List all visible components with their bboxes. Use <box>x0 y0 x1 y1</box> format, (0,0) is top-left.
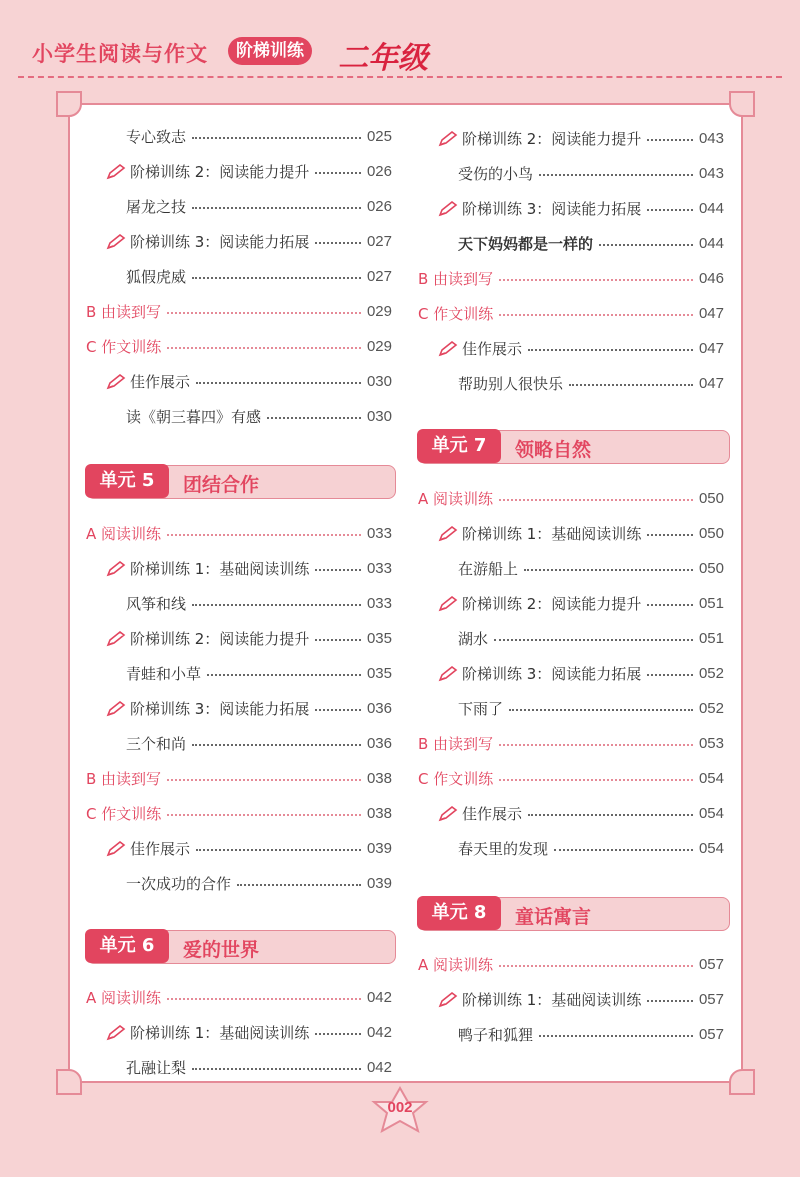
toc-entry <box>438 333 724 363</box>
leader-dots <box>647 534 693 536</box>
frame-corner <box>56 91 82 117</box>
entry-label: 下雨了 <box>458 699 504 718</box>
entry-page: 044 <box>698 234 724 252</box>
unit-number: 单元 6 <box>85 929 169 963</box>
entry-label: 天下妈妈都是一样的 <box>458 234 594 253</box>
unit-heading <box>86 465 396 499</box>
entry-page: 033 <box>366 524 392 542</box>
entry-page: 044 <box>698 199 724 217</box>
entry-label: B 由读到写 <box>86 769 162 788</box>
toc-entry <box>438 798 724 828</box>
toc-entry <box>126 1052 392 1082</box>
toc-entry <box>458 833 724 863</box>
entry-label: A 阅读训练 <box>418 955 494 974</box>
entry-label: 阶梯训练 1：基础阅读训练 <box>130 1023 310 1042</box>
entry-label: 阶梯训练 1：基础阅读训练 <box>462 524 642 543</box>
entry-page: 050 <box>698 489 724 507</box>
toc-entry <box>126 588 392 618</box>
entry-label: 佳作展示 <box>462 339 523 358</box>
entry-page: 053 <box>698 734 724 752</box>
unit-title: 领略自然 <box>515 439 592 461</box>
toc-entry <box>418 298 724 328</box>
entry-page: 047 <box>698 304 724 322</box>
entry-label: 狐假虎威 <box>126 267 187 286</box>
grade-title: 二年级 <box>338 41 428 76</box>
entry-page: 043 <box>698 129 724 147</box>
entry-label: 青蛙和小草 <box>126 664 202 683</box>
toc-entry <box>106 1017 392 1047</box>
entry-label: 阶梯训练 3：阅读能力拓展 <box>462 664 642 683</box>
leader-dots <box>539 1035 693 1037</box>
entry-page: 052 <box>698 664 724 682</box>
page-header <box>0 0 800 80</box>
unit-title: 团结合作 <box>183 474 260 496</box>
pencil-icon <box>438 199 462 218</box>
entry-label: 孔融让梨 <box>126 1058 187 1077</box>
entry-label: A 阅读训练 <box>418 489 494 508</box>
entry-page: 050 <box>698 559 724 577</box>
pencil-icon <box>106 629 130 648</box>
toc-entry <box>418 728 724 758</box>
entry-label: A 阅读训练 <box>86 524 162 543</box>
unit-number: 单元 8 <box>417 896 501 930</box>
entry-page: 030 <box>366 407 392 425</box>
entry-page: 043 <box>698 164 724 182</box>
toc-entry <box>86 296 392 326</box>
page-number-badge <box>368 1086 432 1134</box>
toc-entry <box>126 658 392 688</box>
header-divider <box>18 76 782 78</box>
leader-dots <box>647 1000 693 1002</box>
entry-label: 在游船上 <box>458 559 519 578</box>
toc-entry <box>438 123 724 153</box>
entry-label: 鸭子和狐狸 <box>458 1025 534 1044</box>
pencil-icon <box>106 372 130 391</box>
leader-dots <box>315 242 361 244</box>
unit-heading <box>418 897 730 931</box>
leader-dots <box>499 965 693 967</box>
toc-entry <box>418 763 724 793</box>
toc-entry <box>106 156 392 186</box>
toc-entry <box>86 798 392 828</box>
pencil-icon <box>106 1023 130 1042</box>
toc-entry <box>126 261 392 291</box>
unit-number: 单元 7 <box>417 429 501 463</box>
leader-dots <box>494 639 693 641</box>
leader-dots <box>647 139 693 141</box>
entry-label: 阶梯训练 1：基础阅读训练 <box>462 990 642 1009</box>
leader-dots <box>196 382 361 384</box>
entry-page: 057 <box>698 955 724 973</box>
entry-page: 035 <box>366 664 392 682</box>
pencil-icon <box>438 524 462 543</box>
leader-dots <box>192 1068 361 1070</box>
toc-entry <box>418 483 724 513</box>
toc-entry <box>438 588 724 618</box>
entry-label: 佳作展示 <box>130 839 191 858</box>
entry-page: 050 <box>698 524 724 542</box>
toc-entry <box>126 121 392 151</box>
entry-page: 027 <box>366 232 392 250</box>
entry-page: 033 <box>366 559 392 577</box>
pencil-icon <box>106 162 130 181</box>
pencil-icon <box>438 664 462 683</box>
leader-dots <box>539 174 693 176</box>
entry-label: 阶梯训练 2：阅读能力提升 <box>462 129 642 148</box>
entry-label: 阶梯训练 3：阅读能力拓展 <box>130 699 310 718</box>
leader-dots <box>196 849 361 851</box>
entry-page: 025 <box>366 127 392 145</box>
entry-label: C 作文训练 <box>86 337 162 356</box>
leader-dots <box>315 569 361 571</box>
toc-entry <box>86 763 392 793</box>
series-badge: 阶梯训练 <box>228 37 312 65</box>
toc-entry <box>418 949 724 979</box>
entry-label: 阶梯训练 2：阅读能力提升 <box>130 162 310 181</box>
leader-dots <box>528 814 693 816</box>
entry-label: 春天里的发现 <box>458 839 549 858</box>
entry-page: 036 <box>366 699 392 717</box>
unit-heading <box>86 930 396 964</box>
entry-label: B 由读到写 <box>418 269 494 288</box>
leader-dots <box>167 814 361 816</box>
entry-label: B 由读到写 <box>418 734 494 753</box>
entry-label: 阶梯训练 1：基础阅读训练 <box>130 559 310 578</box>
pencil-icon <box>438 804 462 823</box>
frame-corner <box>729 1069 755 1095</box>
toc-entry <box>438 193 724 223</box>
entry-label: 风筝和线 <box>126 594 187 613</box>
series-title: 小学生阅读与作文 <box>32 42 208 66</box>
entry-label: 屠龙之技 <box>126 197 187 216</box>
frame-corner <box>56 1069 82 1095</box>
entry-page: 042 <box>366 988 392 1006</box>
toc-entry <box>106 226 392 256</box>
toc-entry <box>126 191 392 221</box>
entry-label: B 由读到写 <box>86 302 162 321</box>
leader-dots <box>167 779 361 781</box>
leader-dots <box>192 207 361 209</box>
leader-dots <box>192 137 361 139</box>
entry-label: 阶梯训练 3：阅读能力拓展 <box>462 199 642 218</box>
entry-page: 036 <box>366 734 392 752</box>
entry-page: 057 <box>698 1025 724 1043</box>
leader-dots <box>192 744 361 746</box>
entry-label: 三个和尚 <box>126 734 187 753</box>
entry-label: 受伤的小鸟 <box>458 164 534 183</box>
toc-entry <box>106 833 392 863</box>
pencil-icon <box>106 232 130 251</box>
toc-entry <box>106 623 392 653</box>
entry-page: 051 <box>698 629 724 647</box>
entry-page: 026 <box>366 162 392 180</box>
entry-page: 047 <box>698 374 724 392</box>
toc-entry <box>106 693 392 723</box>
toc-entry <box>458 553 724 583</box>
pencil-icon <box>106 559 130 578</box>
entry-label: C 作文训练 <box>418 304 494 323</box>
entry-page: 026 <box>366 197 392 215</box>
toc-entry <box>458 228 724 258</box>
leader-dots <box>647 209 693 211</box>
entry-page: 029 <box>366 337 392 355</box>
pencil-icon <box>438 339 462 358</box>
leader-dots <box>647 674 693 676</box>
pencil-icon <box>438 990 462 1009</box>
leader-dots <box>192 277 361 279</box>
pencil-icon <box>438 129 462 148</box>
toc-entry <box>438 518 724 548</box>
leader-dots <box>315 639 361 641</box>
leader-dots <box>569 384 693 386</box>
page-number: 002 <box>387 1099 413 1116</box>
leader-dots <box>599 244 693 246</box>
unit-title: 爱的世界 <box>183 939 260 961</box>
toc-entry <box>86 518 392 548</box>
entry-label: 佳作展示 <box>130 372 191 391</box>
entry-label: 一次成功的合作 <box>126 874 232 893</box>
entry-page: 030 <box>366 372 392 390</box>
toc-entry <box>458 623 724 653</box>
leader-dots <box>167 347 361 349</box>
entry-page: 038 <box>366 769 392 787</box>
leader-dots <box>167 998 361 1000</box>
leader-dots <box>528 349 693 351</box>
entry-page: 052 <box>698 699 724 717</box>
leader-dots <box>267 417 361 419</box>
entry-page: 029 <box>366 302 392 320</box>
toc-entry <box>458 693 724 723</box>
leader-dots <box>167 312 361 314</box>
toc-entry <box>418 263 724 293</box>
toc-entry <box>106 366 392 396</box>
unit-number: 单元 5 <box>85 464 169 498</box>
toc-entry <box>106 553 392 583</box>
entry-page: 054 <box>698 839 724 857</box>
entry-page: 051 <box>698 594 724 612</box>
toc-entry <box>86 331 392 361</box>
leader-dots <box>524 569 693 571</box>
entry-page: 039 <box>366 874 392 892</box>
toc-entry <box>126 401 392 431</box>
toc-entry <box>126 868 392 898</box>
toc-entry <box>458 1019 724 1049</box>
entry-label: 读《朝三暮四》有感 <box>126 407 262 426</box>
unit-heading <box>418 430 730 464</box>
entry-page: 035 <box>366 629 392 647</box>
entry-page: 038 <box>366 804 392 822</box>
leader-dots <box>315 1033 361 1035</box>
toc-frame <box>68 103 743 1083</box>
entry-page: 054 <box>698 804 724 822</box>
toc-entry <box>86 982 392 1012</box>
entry-label: 阶梯训练 2：阅读能力提升 <box>462 594 642 613</box>
entry-label: 帮助别人很快乐 <box>458 374 564 393</box>
entry-label: C 作文训练 <box>418 769 494 788</box>
entry-page: 042 <box>366 1023 392 1041</box>
entry-label: 阶梯训练 3：阅读能力拓展 <box>130 232 310 251</box>
leader-dots <box>192 604 361 606</box>
entry-page: 054 <box>698 769 724 787</box>
toc-entry <box>438 984 724 1014</box>
leader-dots <box>499 279 693 281</box>
entry-page: 047 <box>698 339 724 357</box>
leader-dots <box>499 314 693 316</box>
unit-title: 童话寓言 <box>515 906 592 928</box>
leader-dots <box>167 534 361 536</box>
toc-entry <box>458 158 724 188</box>
entry-page: 046 <box>698 269 724 287</box>
entry-label: C 作文训练 <box>86 804 162 823</box>
toc-entry <box>126 728 392 758</box>
frame-corner <box>729 91 755 117</box>
entry-label: 专心致志 <box>126 127 187 146</box>
toc-entry <box>458 368 724 398</box>
pencil-icon <box>438 594 462 613</box>
leader-dots <box>315 709 361 711</box>
entry-label: 湖水 <box>458 629 489 648</box>
entry-label: 阶梯训练 2：阅读能力提升 <box>130 629 310 648</box>
leader-dots <box>499 744 693 746</box>
entry-label: A 阅读训练 <box>86 988 162 1007</box>
entry-label: 佳作展示 <box>462 804 523 823</box>
leader-dots <box>499 779 693 781</box>
leader-dots <box>647 604 693 606</box>
entry-page: 039 <box>366 839 392 857</box>
leader-dots <box>315 172 361 174</box>
leader-dots <box>509 709 693 711</box>
entry-page: 027 <box>366 267 392 285</box>
entry-page: 057 <box>698 990 724 1008</box>
leader-dots <box>237 884 361 886</box>
pencil-icon <box>106 839 130 858</box>
leader-dots <box>554 849 693 851</box>
leader-dots <box>499 499 693 501</box>
toc-entry <box>438 658 724 688</box>
entry-page: 033 <box>366 594 392 612</box>
pencil-icon <box>106 699 130 718</box>
entry-page: 042 <box>366 1058 392 1076</box>
leader-dots <box>207 674 361 676</box>
